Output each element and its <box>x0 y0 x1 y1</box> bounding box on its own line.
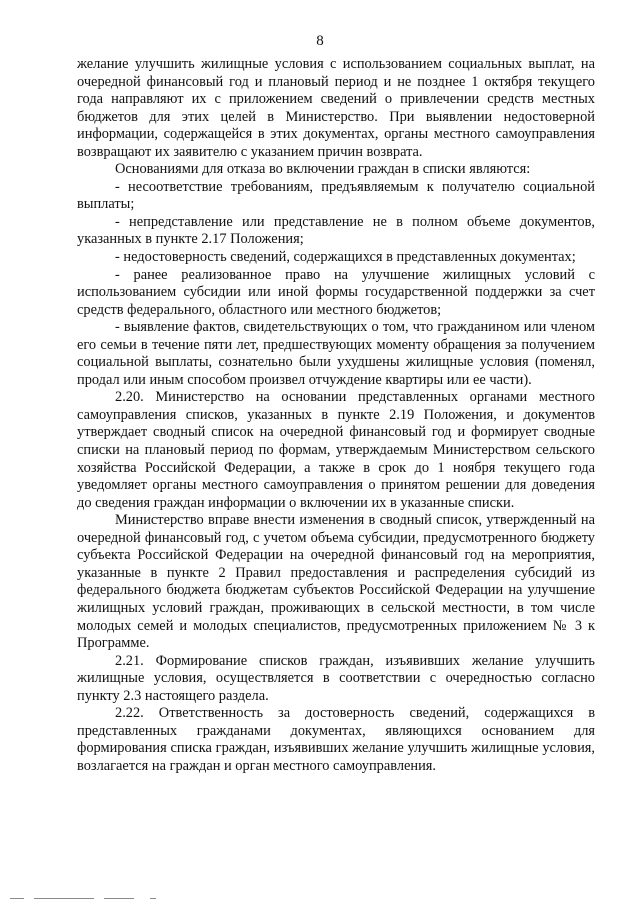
paragraph-continuation: желание улучшить жилищные условия с использованием социальных выплат, на очередной финансовый год и плановый период и не позднее 1 октября текущего года направляют их с приложением сведений о привлечении средств местных бюджетов для этих целей в Министерство. При выявлении недостоверной информации, содержащейся в этих документах, органы местного самоуправления возвращают их заявителю с указанием причин возврата. <box>77 56 595 160</box>
refusal-ground-item: - несоответствие требованиям, предъявляемым к получателю социальной выплаты; <box>77 178 595 213</box>
refusal-ground-item: - непредставление или представление не в полном объеме документов, указанных в пункте 2.17 Положения; <box>77 213 595 248</box>
scan-edge-marks <box>0 893 640 905</box>
refusal-ground-item: - недостоверность сведений, содержащихся в представленных документах; <box>115 249 576 266</box>
clause-2-22: 2.22. Ответственность за достоверность сведений, содержащихся в представленных гражданами документах, являющихся основанием для формирования списка граждан, изъявивших желание улучшить жилищные условия, возлагается на граждан и орган местного самоуправления. <box>77 705 595 774</box>
refusal-ground-item: - ранее реализованное право на улучшение жилищных условий с использованием субсидии или иной формы государственной поддержки за счет средств федерального, областного или местного бюджетов; <box>77 266 595 318</box>
paragraph-ministry-changes: Министерство вправе внести изменения в сводный список, утвержденный на очередной финансовый год, с учетом объема субсидии, предусмотренного бюджету субъекта Российской Федерации на очередной финансовый год на мероприятия, указанные в пункте 2 Правил предоставления и распределения субсидий из федерального бюджета бюджетам субъектов Российской Федерации на улучшение жилищных условий граждан, проживающих в сельской местности, в том числе молодых семей и молодых специалистов, предусмотренных приложением № 3 к Программе. <box>77 512 595 652</box>
scan-mark <box>34 898 94 899</box>
scan-mark <box>10 898 24 899</box>
clause-2-20: 2.20. Министерство на основании представленных органами местного самоуправления списков, указанных в пункте 2.19 Положения, и документов утверждает сводный список на очередной финансовый год и формирует сводные списки на плановый период по формам, утверждаемым Министерством сельского хозяйства Российской Федерации, а также в срок до 1 ноября текущего года уведомляет органы местного самоуправления о принятом решении для доведения до сведения граждан информации о включении их в указанные списки. <box>77 389 595 511</box>
page-number: 8 <box>316 33 324 49</box>
clause-2-21: 2.21. Формирование списков граждан, изъявивших желание улучшить жилищные условия, осуществляется в соответствии с очередностью согласно пункту 2.3 настоящего раздела. <box>77 652 595 704</box>
document-body <box>77 56 595 775</box>
paragraph-refusal-grounds-intro: Основаниями для отказа во включении граждан в списки являются: <box>115 161 531 178</box>
scan-mark <box>104 898 134 899</box>
scan-mark <box>150 898 156 899</box>
refusal-ground-item: - выявление фактов, свидетельствующих о том, что гражданином или членом его семьи в течение пяти лет, предшествующих моменту обращения за получением социальной выплаты, сознательно были ухудшены жилищные условия (поменял, продал или иным способом произвел отчуждение квартиры или ее части). <box>77 319 595 388</box>
